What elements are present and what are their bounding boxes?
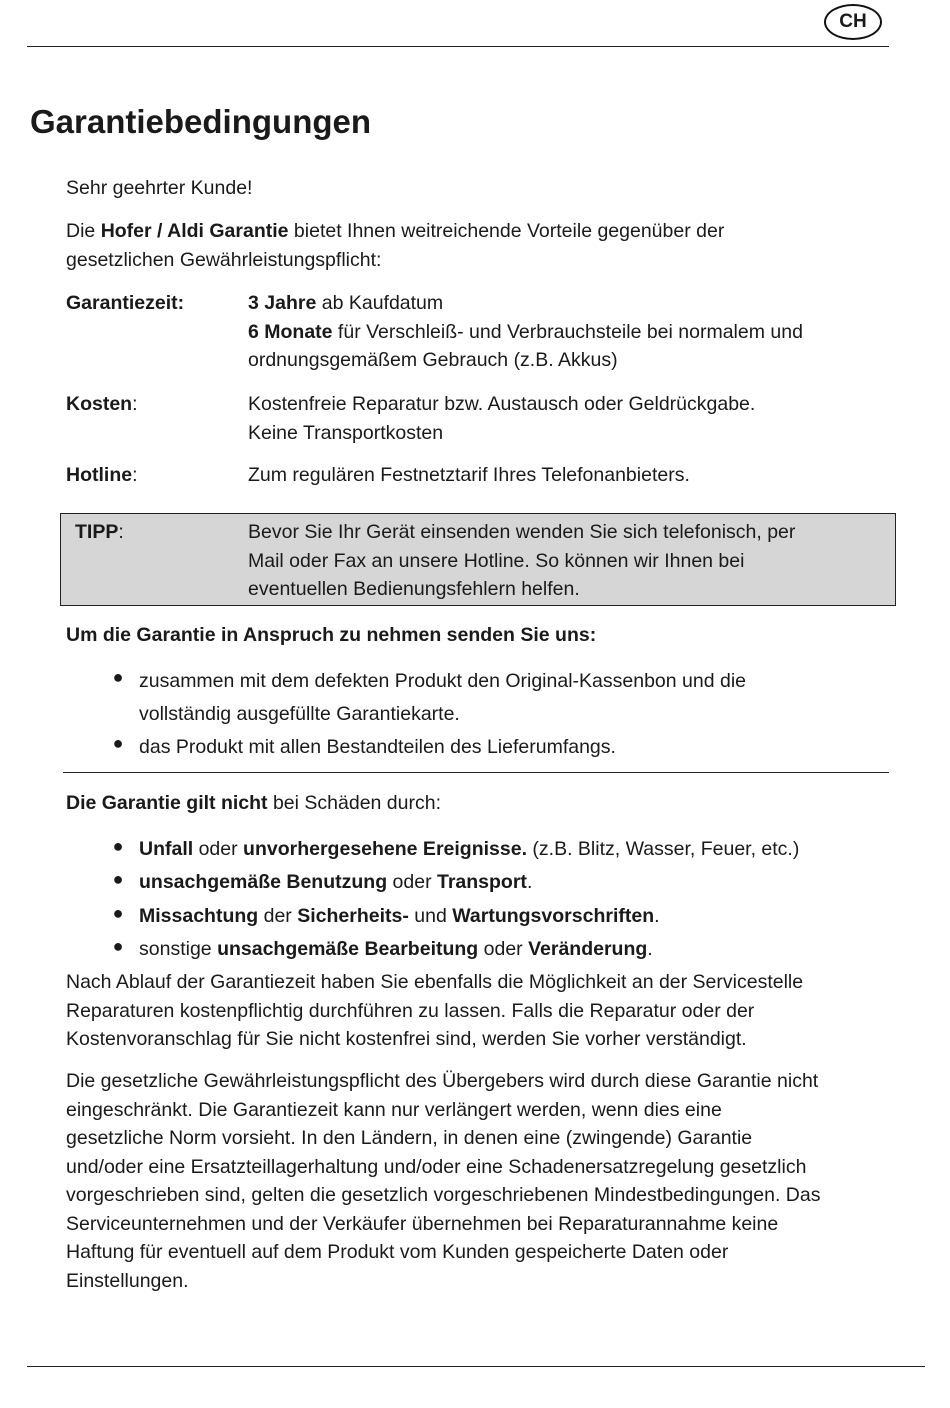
warranty-label: Garantiezeit: bbox=[66, 292, 185, 314]
exclusion-item-accident: Unfall oder unvorhergesehene Ereignisse. (z.B. Blitz, Wasser, Feuer, etc.) bbox=[139, 838, 800, 860]
intro-rest: bietet Ihnen weitreichende Vorteile gegenüber der bbox=[288, 220, 725, 242]
bullet-icon: ● bbox=[112, 733, 124, 753]
bullet-icon: ● bbox=[112, 667, 124, 687]
warranty-line3: ordnungsgemäßem Gebrauch (z.B. Akkus) bbox=[248, 349, 618, 371]
exclusion-item-misuse: unsachgemäße Benutzung oder Transport. bbox=[139, 871, 533, 893]
claim-heading: Um die Garantie in Anspruch zu nehmen senden Sie uns: bbox=[66, 624, 597, 646]
bullet-icon: ● bbox=[112, 869, 124, 889]
bullet-icon: ● bbox=[112, 936, 124, 956]
warranty-months: 6 Monate bbox=[248, 320, 333, 343]
warranty-years: 3 Jahre bbox=[248, 292, 317, 314]
footer-rule bbox=[27, 1366, 925, 1367]
hotline-label: Hotline: bbox=[66, 464, 138, 486]
cost-value: Kostenfreie Reparatur bzw. Austausch oder Geldrückgabe. Keine Transportkosten bbox=[248, 393, 756, 444]
legal-paragraph: Die gesetzliche Gewährleistungspflicht des Übergebers wird durch diese Garantie nicht eingeschränkt. Die Garantiezeit kann nur verlängert werden, wenn dies eine gesetzliche Norm vorsieht. In den Ländern, in denen eine (zwingende) Garantie und/oder eine Ersatzteillagerhaltung und/oder eine Schadenersatzregelung gesetzlich vorgeschrieben sind, gelten die gesetzlich vorgeschriebenen Mindestbedingungen. Das Serviceunternehmen und der Verkäufer übernehmen bei Reparaturannahme keine Haftung für eventuell auf dem Produkt vom Kunden gespeicherte Daten oder Einstellungen. bbox=[66, 1070, 821, 1292]
greeting: Sehr geehrter Kunde! bbox=[66, 177, 253, 199]
section-divider bbox=[63, 772, 889, 773]
exclusion-item-disregard: Missachtung der Sicherheits- und Wartungsvorschriften. bbox=[139, 905, 660, 927]
claim-item-product: das Produkt mit allen Bestandteilen des Lieferumfangs. bbox=[139, 736, 616, 758]
claim-item-receipt: zusammen mit dem defekten Produkt den Original-Kassenbon und die vollständig ausgefüllte Garantiekarte. bbox=[139, 670, 747, 725]
tip-box bbox=[60, 513, 896, 606]
intro-line2: gesetzlichen Gewährleistungspflicht: bbox=[66, 248, 382, 271]
exclusion-item-modification: sonstige unsachgemäße Bearbeitung oder Veränderung. bbox=[139, 938, 653, 960]
intro-prefix: Die bbox=[66, 220, 101, 242]
tip-text: Bevor Sie Ihr Gerät einsenden wenden Sie sich telefonisch, per Mail oder Fax an unsere Hotline. So können wir Ihnen bei eventuellen Bedienungsfehlern helfen. bbox=[248, 521, 796, 600]
bullet-icon: ● bbox=[112, 903, 124, 923]
intro-brand: Hofer / Aldi Garantie bbox=[100, 220, 289, 242]
country-badge: CH bbox=[824, 4, 882, 40]
hotline-value: Zum regulären Festnetztarif Ihres Telefonanbieters. bbox=[248, 464, 690, 486]
intro-paragraph bbox=[66, 217, 886, 274]
exclusions-heading: Die Garantie gilt nicht bei Schäden durch: bbox=[66, 792, 441, 814]
page-title: Garantiebedingungen bbox=[30, 103, 372, 140]
header-rule bbox=[27, 46, 889, 47]
cost-label: Kosten: bbox=[66, 393, 138, 415]
after-warranty-paragraph: Nach Ablauf der Garantiezeit haben Sie ebenfalls die Möglichkeit an der Servicestelle Reparaturen kostenpflichtig durchführen zu lassen. Falls die Reparatur oder der Kostenvoranschlag für Sie nicht kostenfrei sind, werden Sie vorher verständigt. bbox=[66, 971, 804, 1050]
tip-label: TIPP: bbox=[75, 521, 124, 543]
bullet-icon: ● bbox=[112, 836, 124, 856]
warranty-value: 3 Jahre ab Kaufdatum 6 Monate für Verschleiß- und Verbrauchsteile bei normalem und ordnungsgemäßem Gebrauch (z.B. Akkus) bbox=[248, 292, 803, 371]
